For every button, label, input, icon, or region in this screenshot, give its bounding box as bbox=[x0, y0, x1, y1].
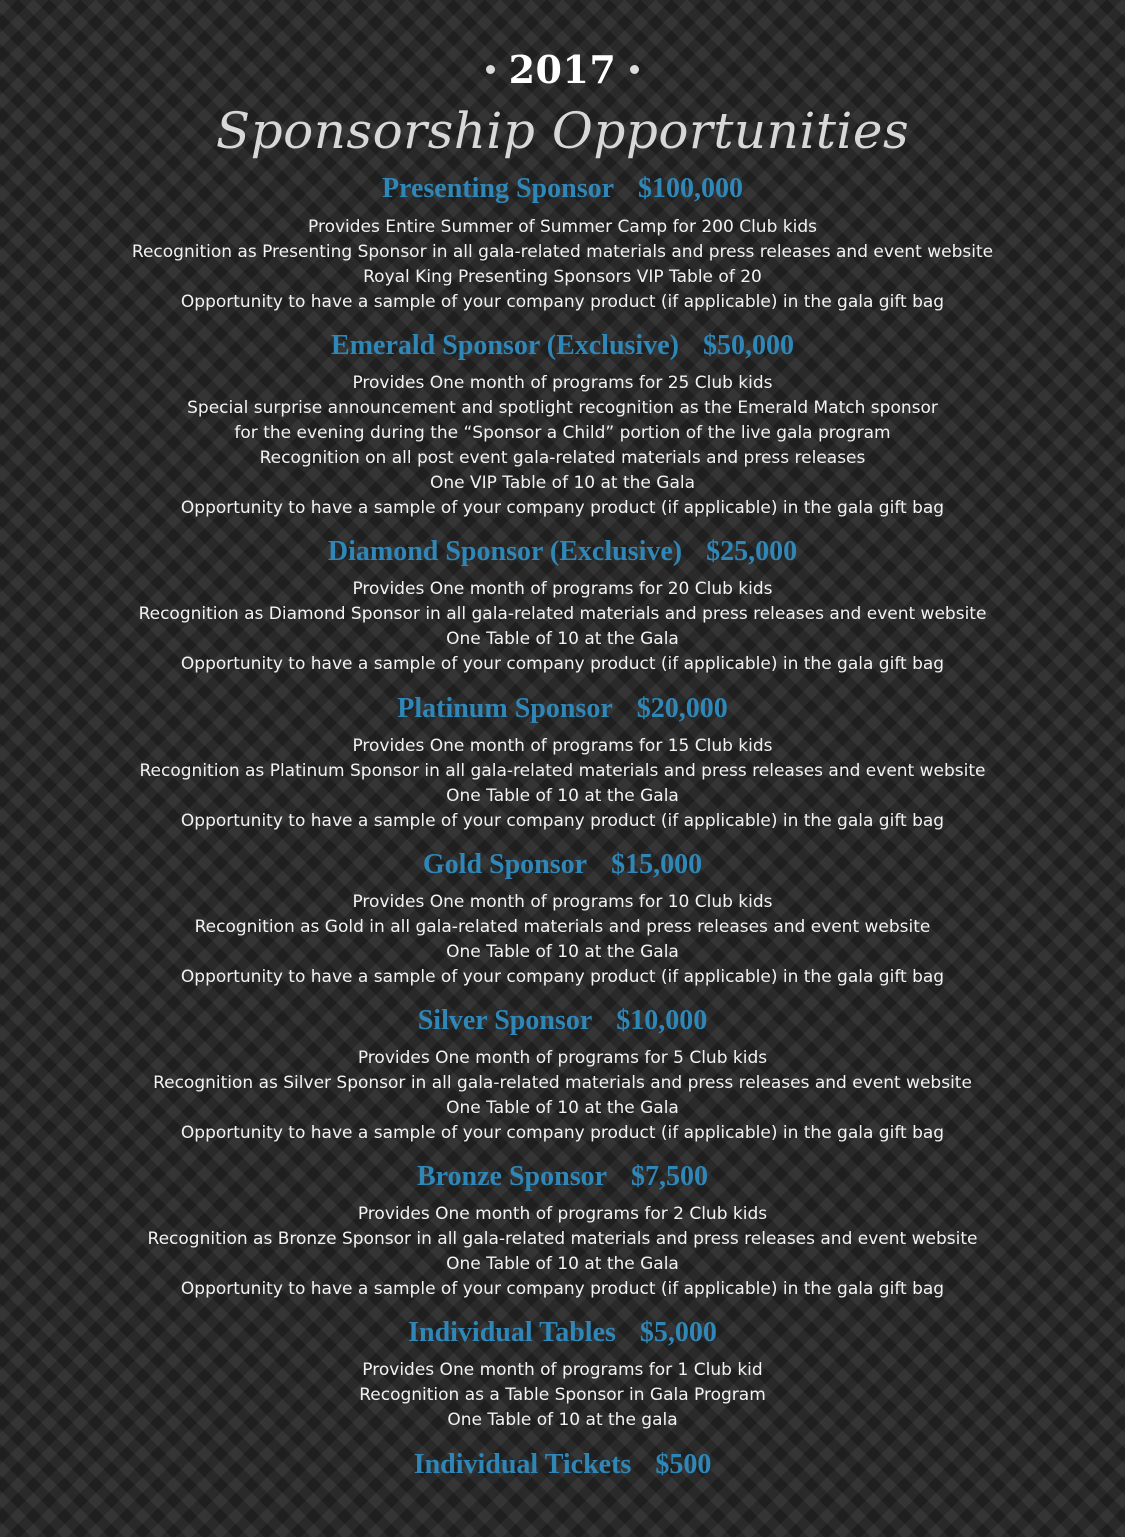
tier-benefits-silver bbox=[0, 1046, 1125, 1146]
benefit-line: One Table of 10 at the Gala bbox=[446, 942, 679, 962]
tier-name: Presenting Sponsor bbox=[381, 173, 615, 204]
benefit-line: One Table of 10 at the Gala bbox=[446, 1254, 679, 1274]
tier-name: Diamond Sponsor (Exclusive) bbox=[327, 536, 683, 567]
tier-heading-individual-tickets bbox=[0, 1446, 1125, 1484]
benefit-line: Opportunity to have a sample of your company product (if applicable) in the gala gift bag bbox=[180, 1123, 945, 1143]
benefit-line: Opportunity to have a sample of your company product (if applicable) in the gala gift bag bbox=[180, 292, 945, 312]
page-title: Sponsorship Opportunities bbox=[215, 102, 910, 160]
benefit-line: Special surprise announcement and spotlight recognition as the Emerald Match sponsor bbox=[187, 398, 938, 418]
bullet-dot-icon bbox=[486, 65, 495, 74]
tier-name: Bronze Sponsor bbox=[416, 1161, 608, 1192]
benefit-line: Provides One month of programs for 15 Club kids bbox=[352, 736, 773, 756]
tier-heading-platinum bbox=[0, 690, 1125, 728]
benefit-line: Recognition as Diamond Sponsor in all gala-related materials and press releases and event website bbox=[138, 604, 987, 624]
benefit-line: for the evening during the “Sponsor a Child” portion of the live gala program bbox=[234, 423, 891, 443]
benefit-line: Royal King Presenting Sponsors VIP Table of 20 bbox=[363, 267, 762, 287]
tier-price: $500 bbox=[655, 1449, 712, 1480]
tier-price: $20,000 bbox=[636, 693, 728, 724]
tier-heading-bronze bbox=[0, 1158, 1125, 1196]
tier-heading-presenting bbox=[0, 170, 1125, 208]
benefit-line: One Table of 10 at the Gala bbox=[446, 629, 679, 649]
benefit-line: Provides One month of programs for 1 Club kid bbox=[362, 1360, 763, 1380]
bullet-dot-icon bbox=[630, 65, 639, 74]
benefit-line: Recognition as Gold in all gala-related materials and press releases and event website bbox=[194, 917, 931, 937]
benefit-line: Opportunity to have a sample of your company product (if applicable) in the gala gift bag bbox=[180, 811, 945, 831]
benefit-line: Recognition as Bronze Sponsor in all gala-related materials and press releases and event website bbox=[147, 1229, 978, 1249]
benefit-line: Provides One month of programs for 25 Club kids bbox=[352, 373, 773, 393]
benefit-line: One Table of 10 at the Gala bbox=[446, 786, 679, 806]
benefit-line: Opportunity to have a sample of your company product (if applicable) in the gala gift bag bbox=[180, 967, 945, 987]
tier-benefits-presenting bbox=[0, 215, 1125, 315]
benefit-line: Opportunity to have a sample of your company product (if applicable) in the gala gift bag bbox=[180, 1279, 945, 1299]
benefit-line: Provides One month of programs for 2 Club kids bbox=[357, 1204, 768, 1224]
tier-benefits-emerald bbox=[0, 371, 1125, 521]
tier-price: $25,000 bbox=[706, 536, 798, 567]
benefit-line: Provides One month of programs for 5 Club kids bbox=[357, 1048, 768, 1068]
tier-heading-emerald bbox=[0, 327, 1125, 365]
tier-heading-gold bbox=[0, 846, 1125, 884]
benefit-line: Recognition as Platinum Sponsor in all gala-related materials and press releases and event website bbox=[139, 761, 986, 781]
tier-price: $10,000 bbox=[616, 1005, 708, 1036]
tier-price: $50,000 bbox=[702, 330, 794, 361]
tier-benefits-diamond bbox=[0, 577, 1125, 677]
tier-price: $7,500 bbox=[631, 1161, 709, 1192]
event-year: 2017 bbox=[508, 46, 617, 92]
tier-benefits-platinum bbox=[0, 734, 1125, 834]
benefit-line: Provides One month of programs for 10 Club kids bbox=[352, 892, 773, 912]
tier-price: $100,000 bbox=[638, 173, 744, 204]
benefit-line: One Table of 10 at the Gala bbox=[446, 1098, 679, 1118]
tier-benefits-gold bbox=[0, 890, 1125, 990]
tier-name: Individual Tables bbox=[408, 1317, 616, 1348]
benefit-line: Opportunity to have a sample of your company product (if applicable) in the gala gift bag bbox=[180, 654, 945, 674]
tier-name: Individual Tickets bbox=[413, 1449, 632, 1480]
tier-price: $5,000 bbox=[639, 1317, 717, 1348]
year-row bbox=[0, 44, 1125, 94]
tier-name: Emerald Sponsor (Exclusive) bbox=[331, 330, 679, 361]
tier-heading-individual-tables bbox=[0, 1314, 1125, 1352]
benefit-line: One VIP Table of 10 at the Gala bbox=[429, 473, 696, 493]
tier-benefits-individual-tables bbox=[0, 1358, 1125, 1433]
benefit-line: Recognition on all post event gala-related materials and press releases bbox=[259, 448, 866, 468]
benefit-line: Recognition as Silver Sponsor in all gala-related materials and press releases and event website bbox=[153, 1073, 972, 1093]
tier-price: $15,000 bbox=[611, 849, 703, 880]
tier-heading-silver bbox=[0, 1002, 1125, 1040]
tier-name: Platinum Sponsor bbox=[397, 693, 613, 724]
benefit-line: One Table of 10 at the gala bbox=[447, 1410, 678, 1430]
tier-heading-diamond bbox=[0, 533, 1125, 571]
benefit-line: Provides One month of programs for 20 Club kids bbox=[352, 579, 773, 599]
tier-name: Gold Sponsor bbox=[422, 849, 588, 880]
benefit-line: Recognition as Presenting Sponsor in all gala-related materials and press releases and event website bbox=[131, 242, 994, 262]
benefit-line: Recognition as a Table Sponsor in Gala Program bbox=[359, 1385, 766, 1405]
benefit-line: Opportunity to have a sample of your company product (if applicable) in the gala gift bag bbox=[180, 498, 945, 518]
tier-name: Silver Sponsor bbox=[417, 1005, 593, 1036]
benefit-line: Provides Entire Summer of Summer Camp for 200 Club kids bbox=[308, 217, 817, 237]
tier-benefits-bronze bbox=[0, 1202, 1125, 1302]
